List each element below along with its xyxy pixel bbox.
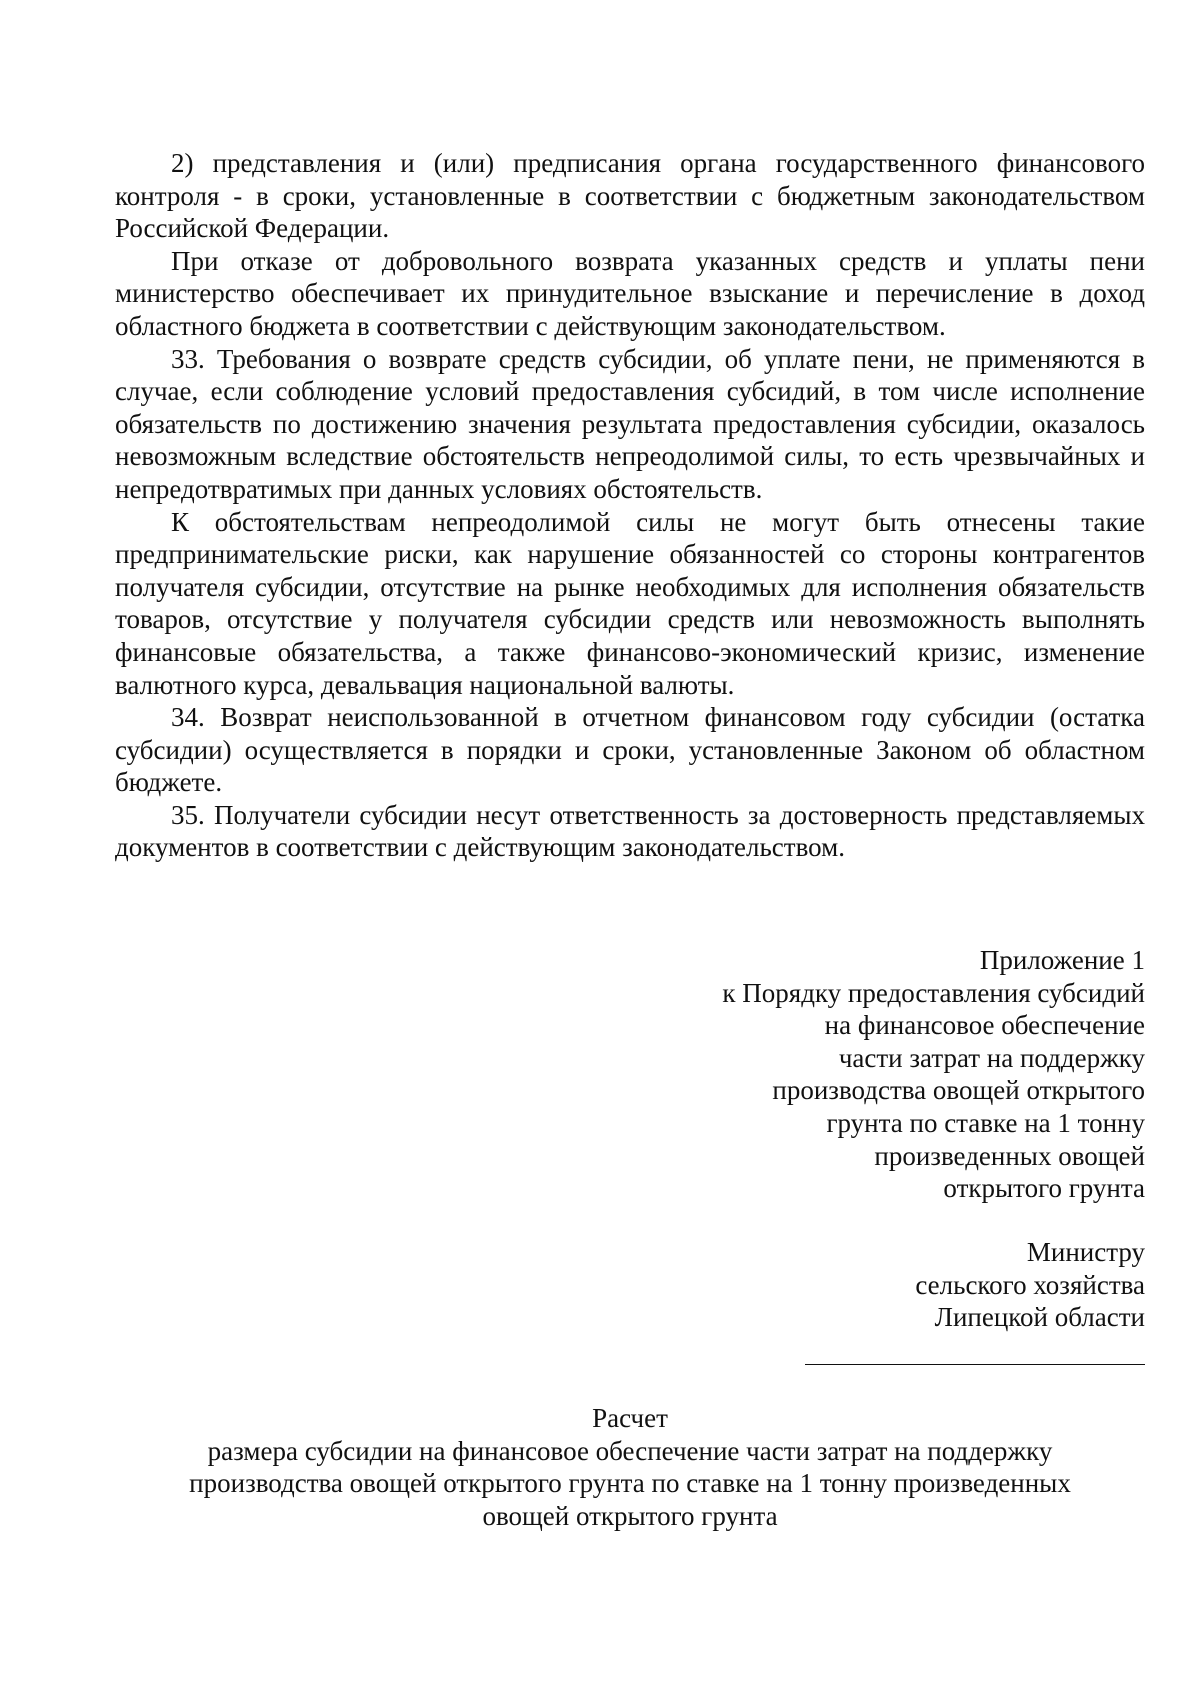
appendix-header	[545, 944, 1145, 1205]
calculation-title-heading: Расчет	[592, 1403, 668, 1433]
appendix-line: к Порядку предоставления субсидий	[722, 977, 1145, 1008]
paragraph-35: 35. Получатели субсидии несут ответственность за достоверность представляемых документов в соответствии с действующим законодательством.	[115, 799, 1145, 863]
appendix-line: на финансовое обеспечение	[824, 1010, 1145, 1041]
calculation-title-line: производства овощей открытого грунта по ставке на 1 тонну произведенных	[189, 1468, 1071, 1499]
calculation-title	[115, 1402, 1145, 1532]
blank-fill-line	[805, 1364, 1145, 1365]
appendix-line: части затрат на поддержку	[838, 1042, 1145, 1073]
calculation-title-line: овощей открытого грунта	[482, 1500, 778, 1531]
appendix-line: произведенных овощей	[874, 1140, 1145, 1171]
body-text	[115, 147, 1145, 864]
paragraph-33: 33. Требования о возврате средств субсидии, об уплате пени, не применяются в случае, если соблюдение условий предоставления субсидий, в том числе исполнение обязательств по достижению значения результата предоставления субсидии, оказалось невозможным вследствие обстоятельств непреодолимой силы, то есть чрезвычайных и непредотвратимых при данных условиях обстоятельств.	[115, 343, 1145, 504]
appendix-line: открытого грунта	[943, 1173, 1145, 1204]
paragraph-refusal-return: При отказе от добровольного возврата указанных средств и уплаты пени министерство обеспечивает их принудительное взыскание и перечисление в доход областного бюджета в соответствии с действующим законодательством.	[115, 245, 1145, 341]
paragraph-item-2-control: 2) представления и (или) предписания органа государственного финансового контроля - в сроки, установленные в соответствии с бюджетным законодательством Российской Федерации.	[115, 148, 1145, 244]
addressee-line: Министру	[1026, 1237, 1145, 1267]
appendix-line: производства овощей открытого	[772, 1075, 1145, 1106]
appendix-line: Приложение 1	[979, 945, 1145, 975]
addressee-block	[545, 1236, 1145, 1334]
paragraph-34: 34. Возврат неиспользованной в отчетном финансовом году субсидии (остатка субсидии) осуществляется в порядки и сроки, установленные Законом об областном бюджете.	[115, 702, 1145, 798]
addressee-line: сельского хозяйства	[915, 1269, 1145, 1300]
paragraph-force-majeure: К обстоятельствам непреодолимой силы не могут быть отнесены такие предпринимательские риски, как нарушение обязанностей со стороны контрагентов получателя субсидии, отсутствие на рынке необходимых для исполнения обязательств товаров, отсутствие у получателя субсидии средств или невозможность выполнять финансовые обязательства, а также финансово-экономический кризис, изменение валютного курса, девальвация национальной валюты.	[115, 506, 1145, 700]
calculation-title-line: размера субсидии на финансовое обеспечение части затрат на поддержку	[207, 1435, 1053, 1466]
addressee-line: Липецкой области	[934, 1302, 1145, 1333]
appendix-line: грунта по ставке на 1 тонну	[826, 1107, 1145, 1138]
